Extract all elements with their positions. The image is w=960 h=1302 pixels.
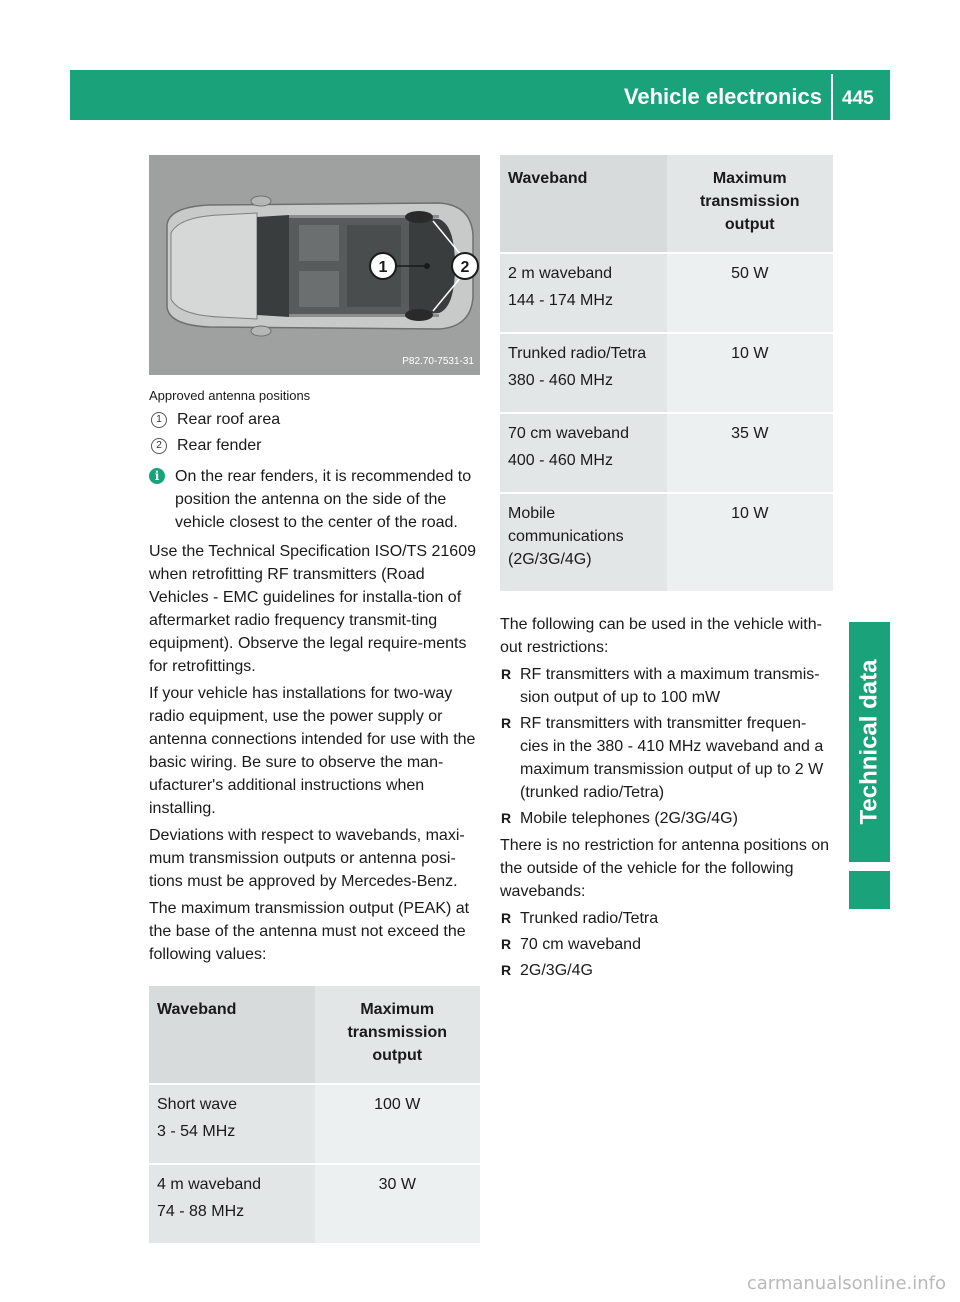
section-title: Vehicle electronics [623, 84, 822, 109]
figure-caption: Approved antenna positions [149, 388, 311, 403]
car-top-view-illustration [149, 155, 480, 375]
callout-number: 1 [151, 412, 167, 428]
header-waveband: Waveband [500, 155, 667, 253]
right-column [500, 155, 833, 985]
header-max-output: Maximum transmission output [315, 986, 481, 1084]
svg-text:1: 1 [378, 259, 388, 276]
paragraph: Deviations with respect to wavebands, maxi-mum transmission outputs or antenna posi-tions must be approved by Mercedes-Benz. [149, 827, 465, 890]
list-item: R Mobile telephones (2G/3G/4G) [500, 807, 833, 830]
header-waveband: Waveband [149, 986, 315, 1084]
table-row [500, 253, 833, 333]
waveband-name: 2 m waveband [508, 265, 613, 282]
header-max-output: Maximum transmission output [667, 155, 834, 253]
waveband-name: Mobile communications (2G/3G/4G) [508, 505, 624, 568]
watermark: carmanualsonline.info [746, 1273, 946, 1294]
output-value: 10 W [667, 333, 834, 413]
waveband-cell [500, 253, 667, 333]
left-column [149, 155, 480, 1243]
paragraph: The following can be used in the vehicle with-out restrictions: [500, 616, 822, 656]
output-value: 50 W [667, 253, 834, 333]
list-item: R RF transmitters with transmitter frequen-cies in the 380 - 410 MHz waveband and a maximum transmission output of up to 2 W (trunked radio/Tetra) [500, 712, 833, 804]
callout-number: 2 [151, 438, 167, 454]
figure-code: P82.70-7531-31 [402, 356, 474, 367]
unrestricted-list [500, 663, 833, 830]
table-row [500, 413, 833, 493]
waveband-cell [500, 493, 667, 591]
side-tab-label: Technical data [855, 659, 883, 825]
waveband-name: 4 m waveband [157, 1176, 262, 1193]
table-row [149, 1084, 480, 1164]
waveband-name: 70 cm waveband [508, 425, 629, 442]
table-row [149, 1164, 480, 1243]
paragraph: If your vehicle has installations for two-way radio equipment, use the power supply or antenna connections intended for use with the basic wiring. Be sure to observe the man-ufacturer's additional instructions when installing. [149, 685, 476, 817]
waveband-cell [500, 333, 667, 413]
output-value: 100 W [315, 1084, 481, 1164]
output-value: 35 W [667, 413, 834, 493]
table-row [500, 493, 833, 591]
legend-item [149, 434, 480, 457]
waveband-name: Short wave [157, 1096, 238, 1113]
info-icon: i [149, 468, 165, 484]
waveband-table-right [500, 155, 833, 591]
info-note [149, 465, 480, 534]
waveband-cell [500, 413, 667, 493]
page-number: 445 [842, 88, 874, 109]
svg-text:2: 2 [460, 259, 470, 276]
waveband-table-left [149, 986, 480, 1243]
list-item: R RF transmitters with a maximum transmis-sion output of up to 100 mW [500, 663, 833, 709]
legend-label: Rear fender [177, 437, 262, 454]
paragraph: The maximum transmission output (PEAK) at the base of the antenna must not exceed the following values: [149, 900, 470, 963]
header-divider [831, 74, 833, 120]
frequency-range: 74 - 88 MHz [157, 1203, 245, 1220]
side-tab-label-wrap [849, 622, 890, 862]
table-row [500, 333, 833, 413]
table-header-row [149, 986, 480, 1084]
frequency-range: 3 - 54 MHz [157, 1123, 236, 1140]
side-tab-marker [849, 871, 890, 909]
output-value: 10 W [667, 493, 834, 591]
info-note-text: On the rear fenders, it is recommended to position the antenna on the side of the vehicle closest to the center of the road. [175, 468, 472, 531]
antenna-positions-figure [149, 155, 480, 375]
list-item: R 70 cm waveband [500, 933, 833, 956]
paragraph: Use the Technical Specification ISO/TS 21609 when retrofitting RF transmitters (Road Vehicles - EMC guidelines for installa-tion of aftermarket radio frequency transmit-ting equipment). Observe the legal require-ments for retrofittings. [149, 543, 476, 675]
waveband-name: Trunked radio/Tetra [508, 345, 647, 362]
list-item: R Trunked radio/Tetra [500, 907, 833, 930]
table-header-row [500, 155, 833, 253]
body-text [149, 540, 480, 966]
waveband-list [500, 907, 833, 982]
paragraph: There is no restriction for antenna positions on the outside of the vehicle for the following wavebands: [500, 837, 830, 900]
list-item: R 2G/3G/4G [500, 959, 833, 982]
frequency-range: 380 - 460 MHz [508, 372, 613, 389]
waveband-cell [149, 1164, 315, 1243]
waveband-cell [149, 1084, 315, 1164]
output-value: 30 W [315, 1164, 481, 1243]
legend-item [149, 408, 480, 431]
frequency-range: 144 - 174 MHz [508, 292, 613, 309]
frequency-range: 400 - 460 MHz [508, 452, 613, 469]
legend-label: Rear roof area [177, 411, 281, 428]
